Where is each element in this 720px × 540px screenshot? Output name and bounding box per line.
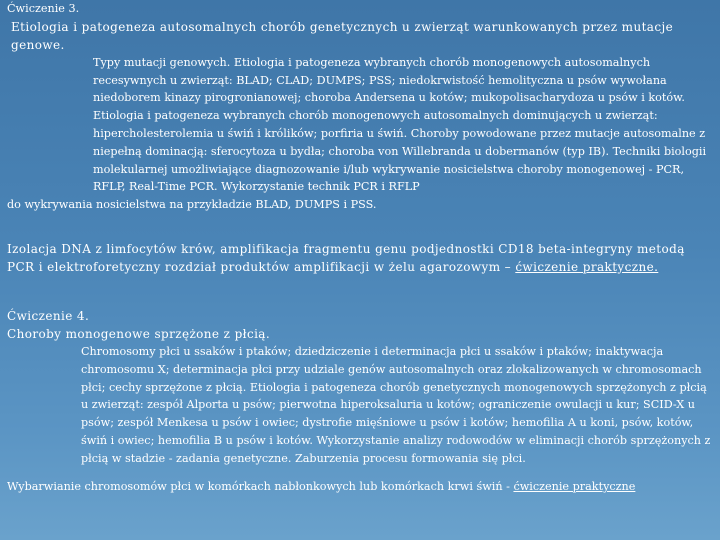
exercise-3-subtitle: Etiologia i patogeneza autosomalnych chorób genetycznych u zwierząt warunkowanych przez mutacje genowe. xyxy=(11,19,674,52)
practical-exercise-link-2[interactable]: ćwiczenie praktyczne xyxy=(513,480,636,493)
exercise-4-title: Ćwiczenie 4. xyxy=(7,309,90,323)
staining-text: Wybarwianie chromosomów płci w komórkach nabłonkowych lub komórkach krwi świń - xyxy=(7,480,514,493)
exercise-3-body: Typy mutacji genowych. Etiologia i patogeneza wybranych chorób monogenowych autosomalnych recesywnych u zwierząt: BLAD; CLAD; DUMPS; PSS; niedokrwistość hemolityczna u psów wywołana niedoborem kinazy pirogronianowej; choroba Andersena u kotów; mukopolisacharydoza u psów i kotów. Etiologia i patogeneza wybranych chorób monogenowych autosomalnych dominujących u zwierząt: hipercholesterolemia u świń i królików; porfiria u świń. Choroby powodowane przez mutacje autosomalne z niepełną dominacją: sferocytoza u bydła; choroba von Willebranda u dobermanów (typ IB). Techniki biologii molekularnej umożliwiające diagnozowanie i/lub wykrywanie nosicielstwa choroby monogenowej - PCR, RFLP, Real-Time PCR. Wykorzystanie technik PCR i RFLP xyxy=(93,55,707,194)
dna-isolation-text: Izolacja DNA z limfocytów krów, amplifikacja fragmentu genu podjednostki CD18 beta-integryny metodą PCR i elektroforetyczny rozdział produktów amplifikacji w żelu agarozowym – xyxy=(7,242,685,274)
staining-paragraph xyxy=(7,478,635,496)
exercise-3-section xyxy=(7,0,715,214)
exercise-4-body: Chromosomy płci u ssaków i ptaków; dziedziczenie i determinacja płci u ssaków i ptaków; inaktywacja chromosomu X; determinacja płci przy udziale genów autosomalnych oraz zlokalizowanych w chromosomach płci; cechy sprzężone z płcią. Etiologia i patogeneza chorób genetycznych monogenowych sprzężonych z płcią u zwierząt: zespół Alporta u psów; pierwotna hiperoksaluria u kotów; ograniczenie owulacji u kur; SCID-X u psów; zespół Menkesa u psów i owiec; dystrofie mięśniowe u psów i kotów; hemofilia A u koni, psów, kotów, świń i owiec; hemofilia B u psów i kotów. Wykorzystanie analizy rodowodów w eliminacji chorób sprzężonych z płcią w stadzie - zadania genetyczne. Zaburzenia procesu formowania się płci. xyxy=(81,345,711,465)
dna-isolation-paragraph xyxy=(7,240,715,276)
exercise-4-section xyxy=(7,307,715,468)
exercise-4-subtitle: Choroby monogenowe sprzężone z płcią. xyxy=(7,327,271,341)
exercise-3-title: Ćwiczenie 3. xyxy=(7,2,80,15)
exercise-3-body-last-line: do wykrywania nosicielstwa na przykładzie BLAD, DUMPS i PSS. xyxy=(7,198,377,212)
practical-exercise-link[interactable]: ćwiczenie praktyczne. xyxy=(515,260,659,274)
